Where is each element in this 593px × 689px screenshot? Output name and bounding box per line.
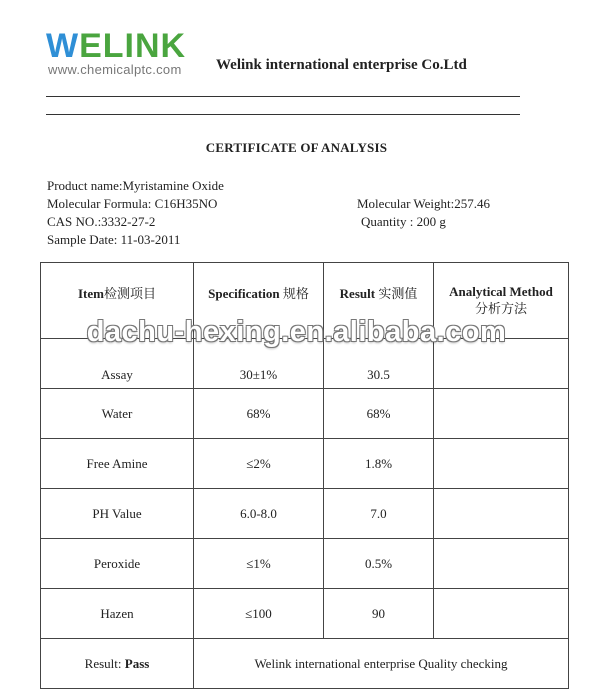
cell-spec: ≤100 (194, 589, 324, 639)
cell-spec-text: 30±1% (239, 367, 278, 382)
table-row (41, 589, 569, 639)
company-logo (46, 28, 206, 78)
footer-result-value: Pass (124, 655, 150, 671)
logo-wordmark (46, 28, 186, 64)
molecular-formula: Molecular Formula: C16H35NO (47, 196, 218, 211)
header-item-en: Item (77, 286, 104, 301)
molecular-weight: Molecular Weight:257.46 (357, 196, 491, 211)
cell-item: PH Value (41, 489, 194, 539)
product-name: Product name:Myristamine Oxide (47, 178, 224, 193)
certificate-title: CERTIFICATE OF ANALYSIS (205, 140, 388, 155)
cell-method (434, 389, 569, 439)
watermark-text: dachu-hexing.en.alibaba.com (86, 316, 507, 348)
table-row (41, 539, 569, 589)
header-result-cn: 实测值 (378, 286, 418, 301)
cell-result-text: 30.5 (367, 367, 390, 382)
cell-item: Water (41, 389, 194, 439)
table-row (41, 439, 569, 489)
header-spec-en: Specification (208, 286, 280, 301)
footer-result-label: Result: (84, 655, 122, 671)
company-name: Welink international enterprise Co.Ltd (216, 57, 467, 73)
cell-spec: 6.0-8.0 (194, 489, 324, 539)
table-row (41, 389, 569, 439)
cell-spec: ≤1% (194, 539, 324, 589)
cell-result: 90 (324, 589, 434, 639)
cell-method (434, 539, 569, 589)
header-result-en: Result (339, 286, 376, 301)
header-method-cn: 分析方法 (474, 301, 527, 316)
cell-result: 0.5% (324, 539, 434, 589)
divider-line-1 (46, 96, 520, 97)
cas-number: CAS NO.:3332-27-2 (47, 214, 156, 229)
header-spec-cn: 规格 (282, 286, 309, 301)
cell-method (434, 439, 569, 489)
sample-date: Sample Date: 11-03-2011 (47, 232, 181, 247)
cell-result: 7.0 (324, 489, 434, 539)
cell-method (434, 589, 569, 639)
table-footer-row (41, 639, 569, 689)
header-item-cn: 检测项目 (103, 286, 156, 301)
footer-result (41, 639, 194, 689)
divider-line-2 (46, 114, 520, 115)
cell-spec: 68% (194, 389, 324, 439)
quantity: Quantity : 200 g (361, 214, 446, 229)
header-method-en: Analytical Method (449, 284, 553, 299)
footer-quality-checking: Welink international enterprise Quality checking (194, 639, 569, 689)
logo-letter-w: W (46, 27, 80, 65)
cell-item: Hazen (41, 589, 194, 639)
cell-item: Peroxide (41, 539, 194, 589)
table-row (41, 489, 569, 539)
logo-letters-elink: ELINK (79, 27, 187, 65)
cell-result: 1.8% (324, 439, 434, 489)
cell-item-text: Assay (101, 367, 133, 382)
cell-item: Free Amine (41, 439, 194, 489)
cell-method (434, 489, 569, 539)
cell-result: 68% (324, 389, 434, 439)
logo-url: www.chemicalptc.com (48, 62, 182, 77)
cell-spec: ≤2% (194, 439, 324, 489)
